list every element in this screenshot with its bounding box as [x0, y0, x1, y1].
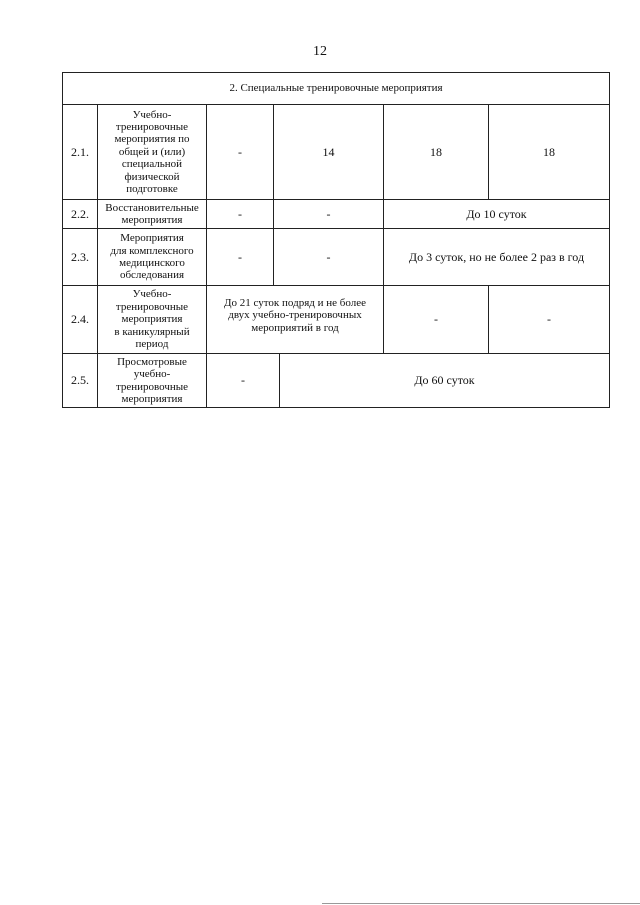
- value-cell: -: [326, 206, 331, 221]
- value-cell: 18: [543, 144, 555, 159]
- page-number: 12: [313, 44, 327, 59]
- event-name: Мероприятия для комплексного медицинского обследования: [110, 232, 194, 282]
- value-cell: -: [326, 249, 331, 264]
- row-number: 2.4.: [71, 312, 89, 327]
- row-number: 2.3.: [71, 249, 89, 264]
- value-cell: До 60 суток: [414, 373, 475, 388]
- value-cell: -: [238, 249, 242, 264]
- value-cell: -: [238, 144, 242, 159]
- value-cell: До 3 суток, но не более 2 раз в год: [408, 249, 585, 264]
- value-cell: До 21 суток подряд и не более двух учебно-тренировочных мероприятий в год: [224, 296, 366, 334]
- row-number: 2.5.: [71, 373, 89, 388]
- value-cell: 18: [430, 144, 442, 159]
- event-name: Учебно- тренировочные мероприятия в каникулярный период: [114, 288, 190, 351]
- event-name: Учебно- тренировочные мероприятия по общей и (или) специальной физической подготовке: [114, 108, 190, 196]
- value-cell: -: [241, 373, 245, 388]
- scan-edge-line: [322, 903, 640, 904]
- value-cell: 14: [322, 144, 335, 159]
- value-cell: -: [434, 312, 438, 327]
- section-header: 2. Специальные тренировочные мероприятия: [229, 82, 443, 95]
- row-number: 2.2.: [71, 206, 89, 221]
- value-cell: -: [547, 312, 551, 327]
- value-cell: -: [238, 206, 242, 221]
- row-number: 2.1.: [71, 144, 89, 159]
- event-name: Просмотровые учебно- тренировочные мероприятия: [115, 355, 189, 405]
- value-cell: До 10 суток: [466, 206, 527, 221]
- event-name: Восстановительные мероприятия: [105, 201, 199, 226]
